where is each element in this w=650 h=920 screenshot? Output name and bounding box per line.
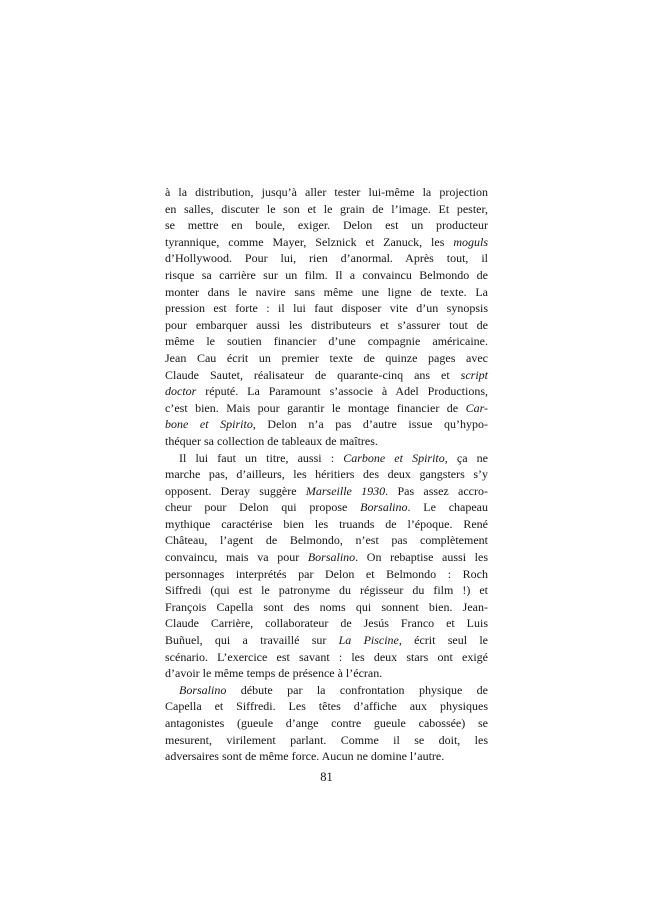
text-line <box>165 466 488 483</box>
paragraph <box>165 184 488 450</box>
text-segment: Il lui faut un titre, aussi : <box>179 450 344 465</box>
text-line <box>165 201 488 218</box>
italic-text-segment: moguls <box>453 234 488 249</box>
text-segment: . Pas assez accro- <box>385 483 488 498</box>
text-line <box>165 250 488 267</box>
text-segment: adversaires sont de même force. Aucun ne domine l’autre. <box>165 749 445 764</box>
text-line <box>165 300 488 317</box>
text-line <box>165 450 488 467</box>
italic-text-segment: Borsalino <box>307 550 356 565</box>
text-segment: Capella et Siffredi. Les têtes d’affiche aux physiques <box>165 699 488 714</box>
italic-text-segment: script <box>460 367 488 382</box>
text-segment: , Delon n’a pas d’autre issue qu’hypo- <box>252 417 488 432</box>
text-segment: débute par la confrontation physique de <box>226 682 488 697</box>
text-line <box>165 698 488 715</box>
text-segment: antagonistes (gueule d’ange contre gueule cabossée) se <box>165 716 488 730</box>
text-block <box>165 184 488 765</box>
text-segment: Château, l’agent de Belmondo, n’est pas complètement <box>165 533 488 548</box>
text-line <box>165 267 488 284</box>
text-segment: monter dans le navire sans même une ligne de texte. La <box>165 284 488 299</box>
text-segment: marche pas, d’ailleurs, les héritiers des deux gangsters s’y <box>165 467 488 482</box>
text-line <box>165 566 488 583</box>
text-segment: cheur pour Delon qui propose <box>165 500 361 515</box>
text-segment: Buñuel, qui a travaillé sur <box>165 633 339 648</box>
text-segment: opposent. Deray suggère <box>165 483 306 498</box>
text-line <box>165 516 488 533</box>
text-segment: tyrannique, comme Mayer, Selznick et Zanuck, les <box>165 234 454 249</box>
text-segment: d’Hollywood. Pour lui, rien d’anormal. Après tout, il <box>165 251 488 266</box>
italic-text-segment: La Piscine <box>338 633 399 648</box>
text-segment: . Le chapeau <box>407 500 489 515</box>
text-segment: réputé. La Paramount s’associe à Adel Productions, <box>196 384 488 399</box>
text-segment: d’avoir le même temps de présence à l’écran. <box>165 666 383 681</box>
text-line <box>165 549 488 566</box>
text-line <box>165 499 488 516</box>
text-line <box>165 284 488 301</box>
page-number: 81 <box>320 770 333 784</box>
text-segment: pour embarquer aussi les distributeurs et s’assurer tout de <box>165 317 488 332</box>
text-line <box>165 748 488 765</box>
text-line <box>165 234 488 251</box>
text-segment: se mettre en boule, exiger. Delon est un producteur <box>165 218 488 233</box>
text-segment: mythique caractérise bien les truands de l’époque. René <box>165 516 488 531</box>
text-segment: c’est bien. Mais pour garantir le montage financier de <box>165 400 466 415</box>
text-line <box>165 732 488 749</box>
paragraph <box>165 450 488 682</box>
text-segment: en salles, discuter le son et le grain de l’image. Et pester, <box>165 201 488 216</box>
text-segment: théquer sa collection de tableaux de maîtres. <box>165 433 378 448</box>
text-segment: même le soutien financier d’une compagnie américaine. <box>165 334 488 349</box>
text-line <box>165 649 488 666</box>
italic-text-segment: Car- <box>465 400 488 415</box>
italic-text-segment: Marseille 1930 <box>305 483 386 498</box>
text-segment: pression est forte : il lui faut disposer vite d’un synopsis <box>165 301 488 316</box>
text-line <box>165 599 488 616</box>
text-line <box>165 400 488 417</box>
text-segment: Claude Carrière, collaborateur de Jesús Franco et Luis <box>165 616 488 631</box>
text-segment: à la distribution, jusqu’à aller tester lui-même la projection <box>165 185 488 199</box>
text-segment: convaincu, mais va pour <box>165 550 308 565</box>
text-segment: Claude Sautet, réalisateur de quarante-cinq ans et <box>165 367 461 382</box>
text-line <box>165 217 488 234</box>
text-segment: . On rebaptise aussi les <box>355 550 488 565</box>
text-line <box>165 615 488 632</box>
text-line <box>165 416 488 433</box>
italic-text-segment: Carbone et Spirito <box>343 450 445 465</box>
text-line <box>165 582 488 599</box>
text-line <box>165 383 488 400</box>
text-line <box>165 433 488 450</box>
text-line <box>165 367 488 384</box>
text-segment: personnages interprétés par Delon et Belmondo : Roch <box>165 566 488 581</box>
text-segment: François Capella sont des noms qui sonnent bien. Jean- <box>165 599 488 614</box>
paragraph <box>165 682 488 765</box>
text-line <box>165 532 488 549</box>
text-line <box>165 483 488 500</box>
text-line <box>165 715 488 732</box>
text-line <box>165 665 488 682</box>
text-line <box>165 682 488 699</box>
italic-text-segment: Borsalino <box>179 682 227 697</box>
text-segment: Siffredi (qui est le patronyme du régisseur du film !) et <box>165 583 488 598</box>
text-segment: scénario. L’exercice est savant : les deux stars ont exigé <box>165 649 488 664</box>
text-segment: , ça ne <box>444 450 489 465</box>
italic-text-segment: Borsalino <box>360 500 408 515</box>
italic-text-segment: bone et Spirito <box>165 417 253 432</box>
text-line <box>165 333 488 350</box>
text-line <box>165 184 488 201</box>
text-line <box>165 317 488 334</box>
text-segment: Jean Cau écrit un premier texte de quinze pages avec <box>165 350 488 365</box>
text-line <box>165 632 488 649</box>
text-segment: risque sa carrière sur un film. Il a convaincu Belmondo de <box>165 267 488 282</box>
text-segment: , écrit seul le <box>398 633 488 648</box>
text-segment: mesurent, virilement parlant. Comme il se doit, les <box>165 732 488 747</box>
text-line <box>165 350 488 367</box>
italic-text-segment: doctor <box>165 384 197 399</box>
